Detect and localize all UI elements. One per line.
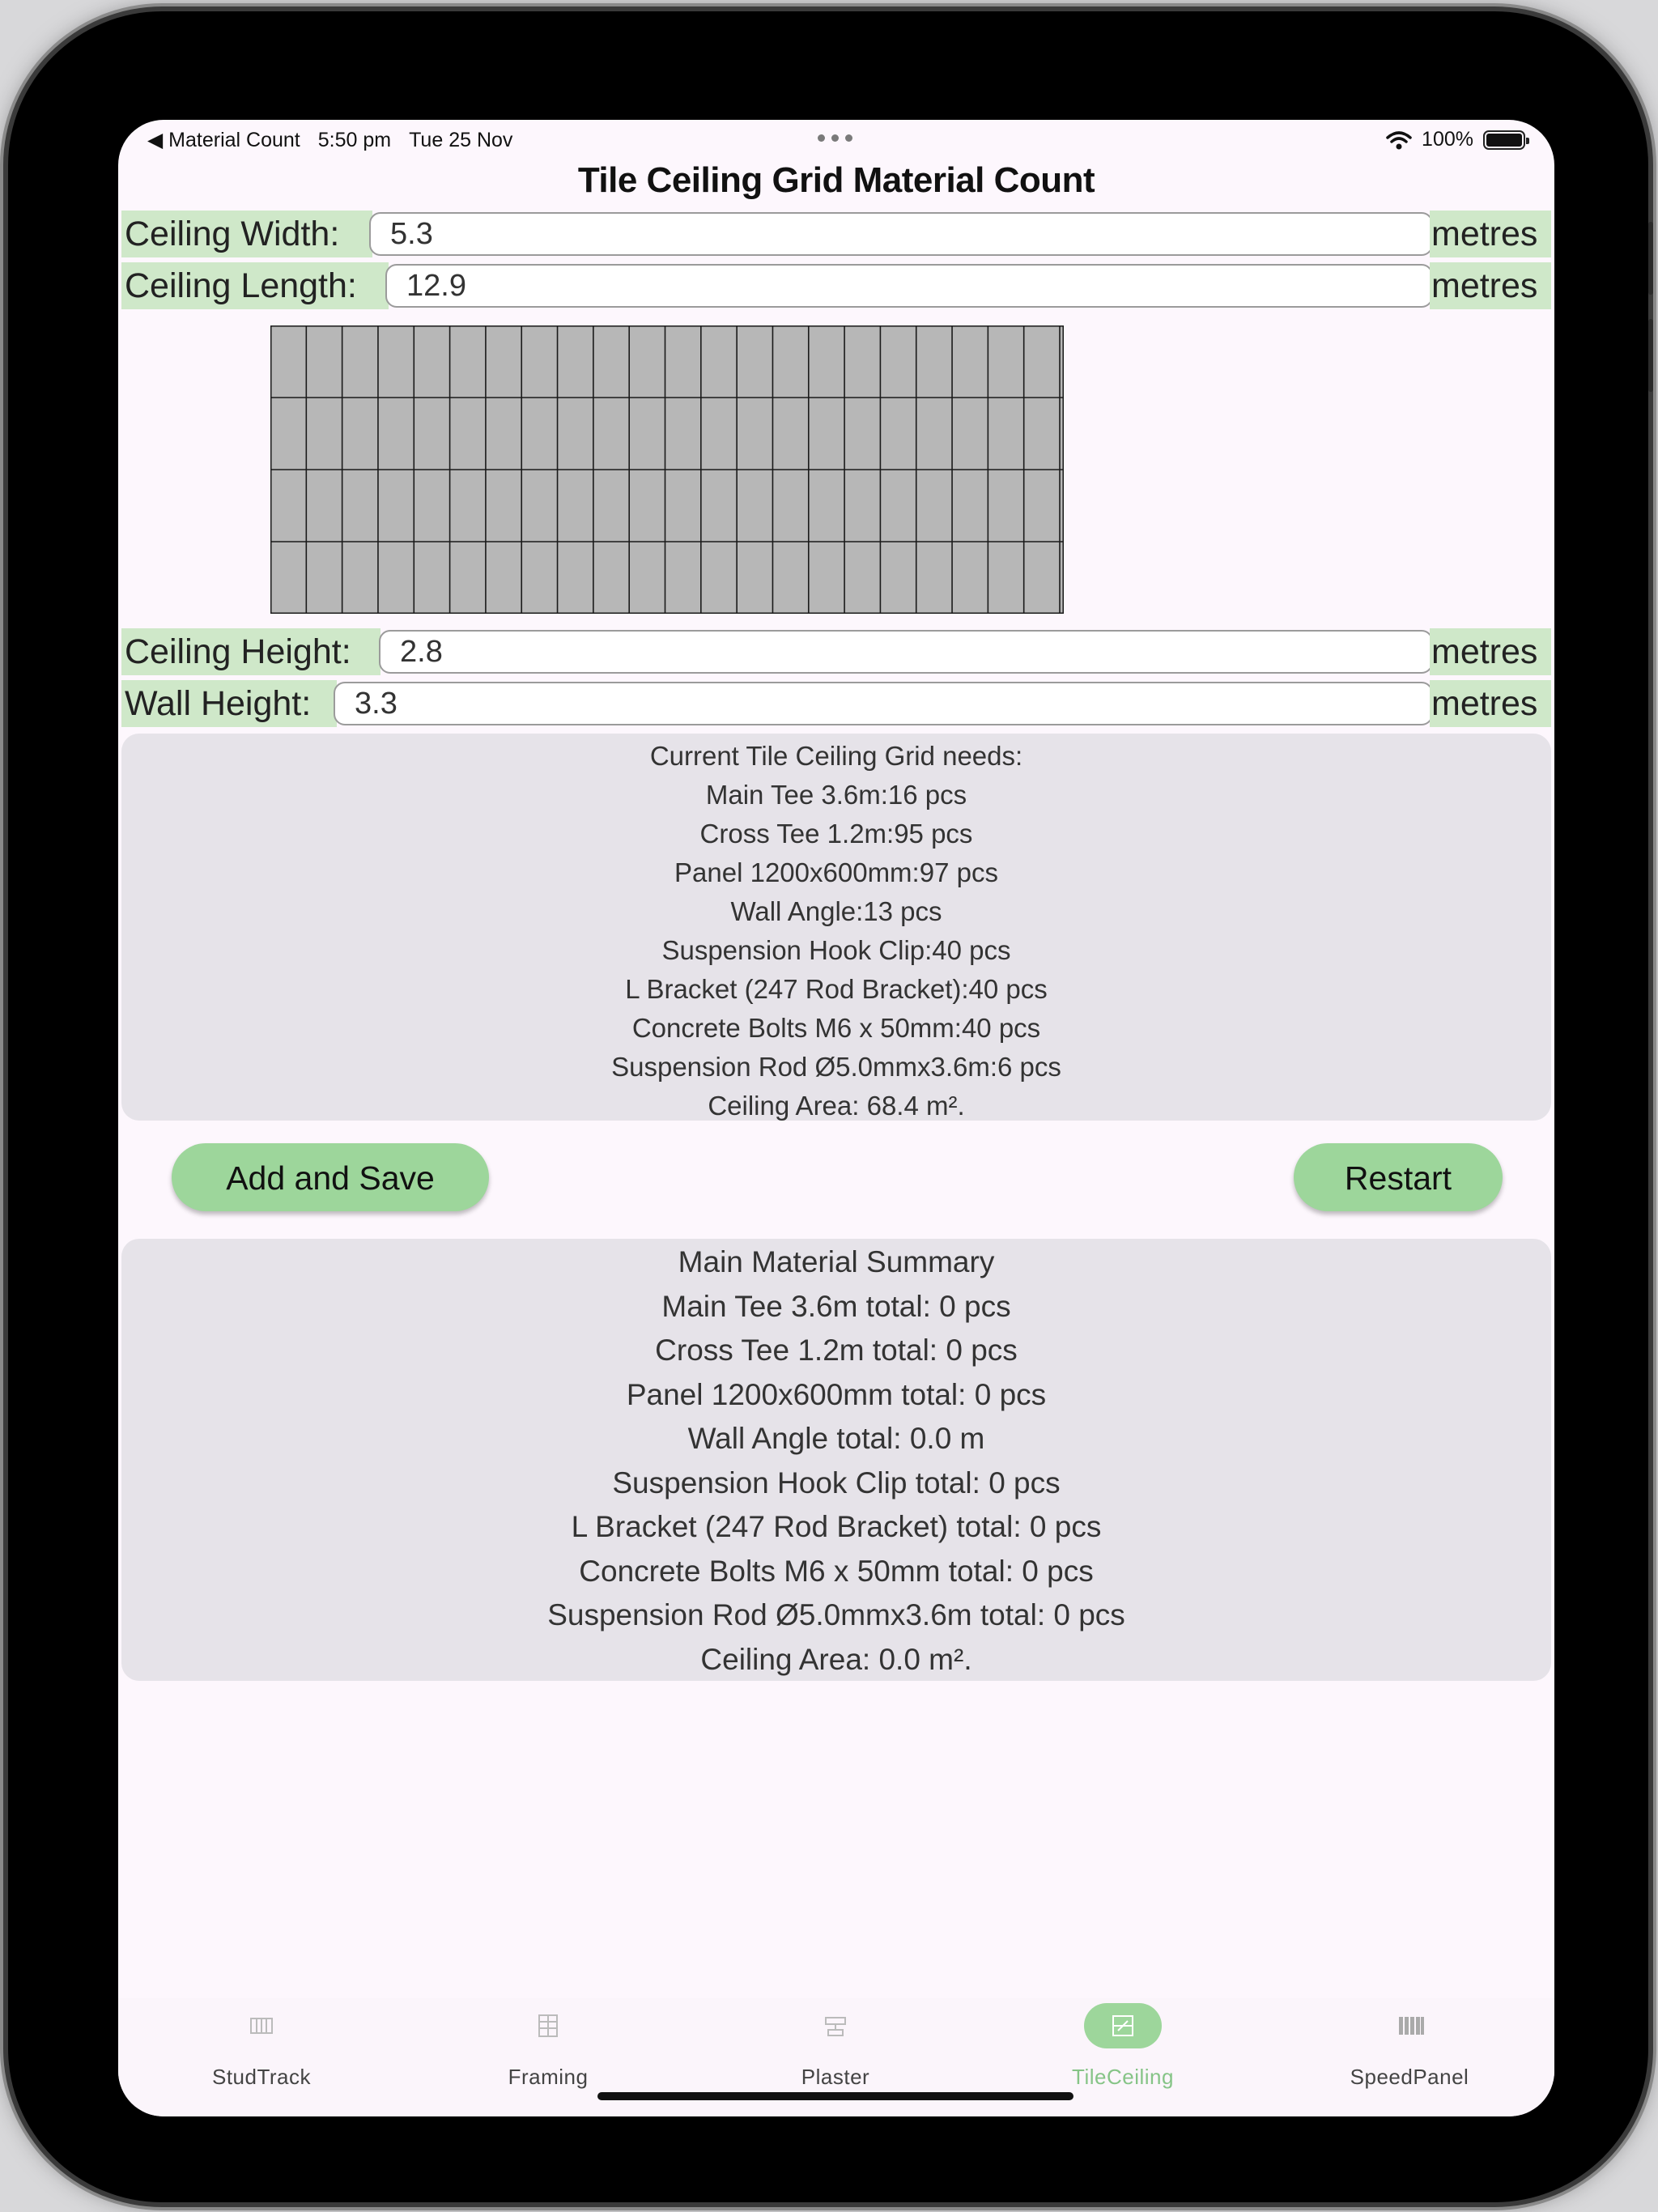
back-to-app-link[interactable]: ◀ Material Count: [147, 129, 300, 151]
material-summary-panel: [121, 1239, 1551, 1681]
current-needs-line: Suspension Hook Clip:40 pcs: [661, 935, 1011, 965]
summary-line: Suspension Hook Clip total: 0 pcs: [612, 1465, 1061, 1499]
current-needs-line: Ceiling Area: 68.4 m².: [708, 1091, 965, 1121]
summary-line: Main Tee 3.6m total: 0 pcs: [661, 1289, 1011, 1323]
tab-label: Framing: [508, 2065, 589, 2089]
summary-line: Wall Angle total: 0.0 m: [687, 1422, 985, 1455]
summary-line: L Bracket (247 Rod Bracket) total: 0 pcs: [571, 1510, 1102, 1543]
ceiling-grid-drawing: [270, 325, 1064, 614]
current-needs-line: Concrete Bolts M6 x 50mm:40 pcs: [631, 1013, 1041, 1043]
ceiling-length-input[interactable]: [385, 264, 1433, 308]
tab-label: TileCeiling: [1072, 2065, 1174, 2089]
ceiling-length-row: [121, 262, 1551, 309]
multitasking-dots-icon[interactable]: [818, 134, 852, 142]
plaster-icon: [797, 2003, 874, 2048]
battery-percent: 100%: [1422, 128, 1473, 151]
ceiling-width-label: Ceiling Width:: [121, 211, 372, 257]
wall-height-unit: metres: [1430, 680, 1551, 727]
current-needs-line: Main Tee 3.6m:16 pcs: [705, 780, 967, 810]
status-date: Tue 25 Nov: [409, 128, 513, 151]
home-indicator[interactable]: [597, 2092, 1073, 2100]
summary-line: Ceiling Area: 0.0 m².: [700, 1642, 972, 1676]
page-title: Tile Ceiling Grid Material Count: [577, 160, 1095, 200]
tile-ceiling-icon: [1084, 2003, 1162, 2048]
ceiling-height-row: [121, 628, 1551, 675]
status-time: 5:50 pm: [317, 128, 392, 151]
wifi-icon: [1386, 130, 1412, 150]
app-screen: [118, 120, 1554, 2116]
wall-height-input[interactable]: [334, 682, 1433, 725]
ceiling-grid-preview: [270, 325, 1064, 614]
current-needs-heading: Current Tile Ceiling Grid needs:: [649, 741, 1023, 771]
top-side-button: [1648, 222, 1653, 295]
summary-line: Concrete Bolts M6 x 50mm total: 0 pcs: [579, 1554, 1094, 1588]
summary-line: Suspension Rod Ø5.0mmx3.6m total: 0 pcs: [547, 1598, 1125, 1631]
tab-studtrack[interactable]: [118, 1998, 405, 2116]
ipad-device-frame: [8, 11, 1648, 2202]
ceiling-length-unit: metres: [1430, 262, 1551, 309]
current-needs-line: Wall Angle:13 pcs: [730, 896, 942, 926]
stud-track-icon: [223, 2003, 300, 2048]
tab-label: SpeedPanel: [1350, 2065, 1469, 2089]
framing-icon: [509, 2003, 587, 2048]
ceiling-length-label: Ceiling Length:: [121, 262, 389, 309]
add-and-save-button[interactable]: Add and Save: [172, 1143, 489, 1211]
current-needs-panel: [121, 734, 1551, 1121]
speed-panel-icon: [1371, 2003, 1448, 2048]
tab-label: StudTrack: [211, 2065, 312, 2089]
tab-speedpanel[interactable]: [1266, 1998, 1553, 2116]
summary-line: Panel 1200x600mm total: 0 pcs: [626, 1377, 1047, 1411]
ceiling-width-unit: metres: [1430, 211, 1551, 257]
wall-height-label: Wall Height:: [121, 680, 337, 727]
status-bar: [118, 120, 1554, 165]
current-needs-line: Cross Tee 1.2m:95 pcs: [699, 819, 973, 849]
current-needs-line: Panel 1200x600mm:97 pcs: [674, 857, 998, 887]
current-needs-line: L Bracket (247 Rod Bracket):40 pcs: [625, 974, 1048, 1004]
ceiling-width-row: [121, 211, 1551, 257]
ceiling-width-input[interactable]: [369, 212, 1433, 256]
ceiling-height-label: Ceiling Height:: [121, 628, 380, 675]
tab-label: Plaster: [801, 2065, 870, 2089]
ceiling-height-unit: metres: [1430, 628, 1551, 675]
summary-line: Cross Tee 1.2m total: 0 pcs: [655, 1334, 1018, 1367]
current-needs-line: Suspension Rod Ø5.0mmx3.6m:6 pcs: [611, 1052, 1061, 1082]
battery-icon: [1483, 130, 1525, 150]
wall-height-row: [121, 680, 1551, 727]
summary-heading: Main Material Summary: [678, 1245, 995, 1278]
ceiling-height-input[interactable]: [379, 630, 1433, 674]
volume-button: [1648, 319, 1653, 392]
restart-button[interactable]: Restart: [1294, 1143, 1503, 1211]
